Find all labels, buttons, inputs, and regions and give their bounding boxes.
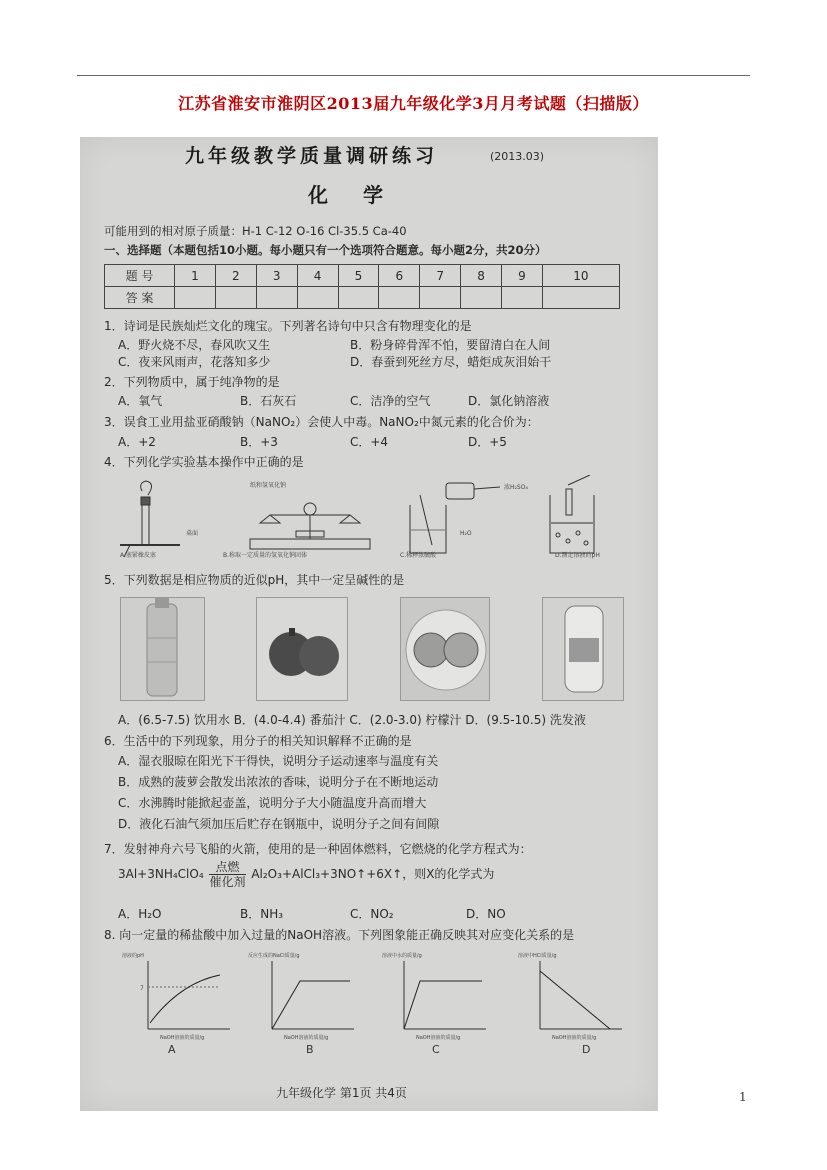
graph-b [272, 961, 354, 1029]
caption-4a: A.塞紧橡皮塞 [120, 552, 156, 559]
question-6-option-a: A．湿衣服晾在阳光下干得快，说明分子运动速率与温度有关 [118, 754, 439, 768]
graph-label-a: A [168, 1043, 176, 1056]
diagram-b-balance [250, 503, 370, 549]
page-number: 1 [739, 1090, 747, 1104]
question-1-option-c: C．夜来风雨声，花落知多少 [118, 355, 271, 369]
tomato-photo [256, 597, 348, 701]
graph-label-c: C [432, 1043, 440, 1056]
question-4-diagrams [120, 475, 620, 567]
graph-d [540, 961, 622, 1029]
question-3-option-a: A．+2 [118, 435, 156, 449]
caption-4b: B.称取一定质量的氢氧化钠固体 [223, 552, 308, 559]
table-cell: 3 [256, 265, 297, 287]
scan-footer: 九年级化学 第1页 共4页 [276, 1086, 407, 1100]
atomic-mass-line: 可能用到的相对原子质量：H-1 C-12 O-16 Cl-35.5 Ca-40 [104, 224, 407, 238]
answer-cell [379, 287, 420, 309]
exam-title: 九年级教学质量调研练习 [185, 145, 439, 167]
question-4-stem: 4．下列化学实验基本操作中正确的是 [104, 455, 304, 469]
condition-catalyst: 催化剂 [209, 875, 246, 889]
diagram-c-beaker [410, 483, 500, 553]
section-one-heading: 一、选择题（本题包括10小题。每小题只有一个选项符合题意。每小题2分，共20分） [104, 243, 547, 257]
answer-cell [461, 287, 502, 309]
question-7-equation [118, 860, 494, 889]
question-7-option-c: C．NO₂ [350, 907, 394, 921]
answer-cell [502, 287, 543, 309]
table-cell: 2 [215, 265, 256, 287]
equation-conditions [209, 860, 245, 889]
table-cell: 5 [338, 265, 379, 287]
table-cell: 9 [502, 265, 543, 287]
graph-d-xlabel: NaOH溶液的质量/g [552, 1035, 597, 1041]
graph-a-ylabel: 溶液的pH [122, 953, 144, 959]
answer-cell [420, 287, 461, 309]
question-1-option-b: B．粉身碎骨浑不怕，要留清白在人间 [350, 338, 551, 352]
question-1-stem: 1．诗词是民族灿烂文化的瑰宝。下列著名诗句中只含有物理变化的是 [104, 319, 472, 333]
question-6-option-c: C．水沸腾时能掀起壶盖，说明分子大小随温度升高而增大 [118, 796, 427, 810]
label-h2o: H₂O [460, 530, 472, 537]
graph-a-tick: 7 [140, 985, 144, 992]
question-5-options: A．(6.5-7.5) 饮用水 B．(4.0-4.4) 番茄汁 C．(2.0-3.0) 柠檬汁 D．(9.5-10.5) 洗发液 [118, 713, 586, 727]
question-7-option-a: A．H₂O [118, 907, 162, 921]
diagram-a-test-tube [120, 481, 180, 557]
label-table: 桌面 [186, 530, 199, 537]
question-8-graphs [120, 947, 640, 1057]
graph-d-ylabel: 溶液中HCl质量/g [518, 953, 557, 959]
document-title: 江苏省淮安市淮阴区2013届九年级化学3月月考试题（扫描版） [178, 94, 649, 113]
question-8-stem: 8. 向一定量的稀盐酸中加入过量的NaOH溶液。下列图象能正确反映其对应变化关系的是 [104, 928, 575, 942]
table-cell: 4 [297, 265, 338, 287]
answer-cell [256, 287, 297, 309]
question-3-option-d: D．+5 [468, 435, 507, 449]
table-row [105, 287, 620, 309]
table-cell: 10 [542, 265, 619, 287]
graph-b-ylabel: 反应生成的NaCl质量/g [248, 953, 300, 959]
question-3-option-b: B．+3 [240, 435, 278, 449]
caption-4d: D.测定溶液的pH [555, 552, 600, 559]
question-2-stem: 2．下列物质中，属于纯净物的是 [104, 375, 280, 389]
table-label-number: 题 号 [105, 265, 175, 287]
table-cell: 8 [461, 265, 502, 287]
answer-cell [297, 287, 338, 309]
caption-4c: C.稀释浓硫酸 [400, 552, 437, 559]
label-h2so4: 浓H₂SO₄ [504, 484, 528, 491]
graph-a [148, 961, 230, 1029]
graph-c-xlabel: NaOH溶液的质量/g [416, 1035, 461, 1041]
table-label-answer: 答 案 [105, 287, 175, 309]
graph-label-b: B [306, 1043, 314, 1056]
shampoo-photo [542, 597, 624, 701]
question-2-option-b: B．石灰石 [240, 394, 297, 408]
scanned-exam-page [80, 137, 658, 1111]
answer-cell [215, 287, 256, 309]
question-1-option-d: D．春蚕到死丝方尽，蜡炬成灰泪始干 [350, 355, 552, 369]
graph-c [404, 961, 486, 1029]
question-3-stem: 3．误食工业用盐亚硝酸钠（NaNO₂）会使人中毒。NaNO₂中氮元素的化合价为： [104, 415, 539, 429]
table-cell: 6 [379, 265, 420, 287]
graph-b-xlabel: NaOH溶液的质量/g [284, 1035, 329, 1041]
question-2-option-c: C．洁净的空气 [350, 394, 431, 408]
lemon-photo [400, 597, 490, 701]
table-row [105, 265, 620, 287]
equation-reactants: 3Al+3NH₄ClO₄ [118, 867, 204, 881]
header-rule [77, 75, 750, 76]
answer-cell [338, 287, 379, 309]
question-2-option-a: A．氧气 [118, 394, 163, 408]
answer-cell [175, 287, 216, 309]
exam-subject: 化 学 [308, 183, 397, 207]
question-7-option-d: D．NO [466, 907, 506, 921]
graph-c-ylabel: 溶液中水的质量/g [382, 953, 422, 959]
question-6-stem: 6．生活中的下列现象，用分子的相关知识解释不正确的是 [104, 734, 412, 748]
water-bottle-photo [120, 597, 205, 701]
graph-a-xlabel: NaOH溶液的质量/g [160, 1035, 205, 1041]
label-paper-naoh: 纸和氢氧化钠 [250, 482, 287, 489]
question-7-stem: 7．发射神舟六号飞船的火箭，使用的是一种固体燃料，它燃烧的化学方程式为： [104, 842, 532, 856]
table-cell: 1 [175, 265, 216, 287]
question-3-option-c: C．+4 [350, 435, 389, 449]
question-6-option-d: D．液化石油气须加压后贮存在钢瓶中，说明分子之间有间隙 [118, 817, 440, 831]
question-2-option-d: D．氯化钠溶液 [468, 394, 550, 408]
diagram-d-ph-test [550, 475, 594, 553]
answer-table [104, 264, 620, 309]
question-6-option-b: B．成熟的菠萝会散发出浓浓的香味，说明分子在不断地运动 [118, 775, 439, 789]
answer-cell [542, 287, 619, 309]
question-1-option-a: A．野火烧不尽，春风吹又生 [118, 338, 271, 352]
graph-label-d: D [582, 1043, 591, 1056]
condition-ignite: 点燃 [209, 860, 245, 875]
equation-products: Al₂O₃+AlCl₃+3NO↑+6X↑，则X的化学式为 [251, 867, 495, 881]
question-5-stem: 5．下列数据是相应物质的近似pH，其中一定呈碱性的是 [104, 573, 405, 587]
table-cell: 7 [420, 265, 461, 287]
exam-date: (2013.03) [490, 150, 545, 163]
question-7-option-b: B．NH₃ [240, 907, 284, 921]
